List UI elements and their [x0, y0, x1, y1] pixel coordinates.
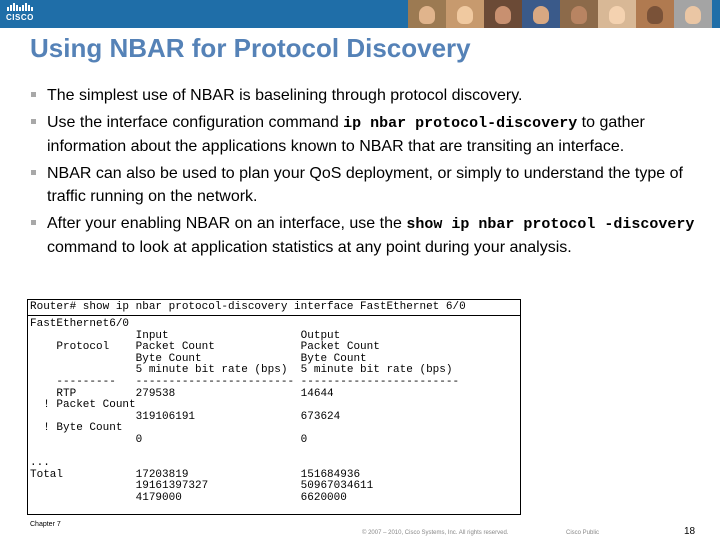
cisco-logo-text: CISCO	[6, 13, 34, 22]
footer-chapter: Chapter 7	[30, 521, 61, 528]
console-output-box	[27, 299, 521, 515]
console-output-text: FastEthernet6/0 Input Output Protocol Packet Count Packet Count Byte Count Byte Count 5 minute bit rate (bps) 5 minute bit rate (bps) --------- ------------------------ ------------------------ RTP 279538 14644 ! Packet Count 319106191 673624 ! Byte Count 0 0 ... Total 17203819 151684936 19161397327 50967034611 4179000 6620000	[30, 318, 460, 504]
footer-copyright: © 2007 – 2010, Cisco Systems, Inc. All rights reserved.	[362, 530, 509, 536]
person-photo-icon	[636, 0, 674, 28]
person-photo-icon	[598, 0, 636, 28]
footer-classification: Cisco Public	[566, 530, 600, 536]
bullet-item: NBAR can also be used to plan your QoS deployment, or simply to understand the type of traffic running on the network.	[30, 162, 700, 208]
inline-command: show ip nbar protocol -discovery	[406, 216, 695, 233]
header-photo-strip	[408, 0, 712, 28]
person-photo-icon	[446, 0, 484, 28]
slide-title: Using NBAR for Protocol Discovery	[30, 33, 471, 63]
person-photo-icon	[484, 0, 522, 28]
person-photo-icon	[674, 0, 712, 28]
cisco-logo	[6, 3, 46, 25]
console-divider	[28, 315, 520, 316]
header-bar	[0, 0, 720, 28]
person-photo-icon	[522, 0, 560, 28]
bullet-list	[30, 84, 700, 263]
cisco-logo-bars-icon	[7, 3, 46, 11]
inline-command: ip nbar protocol-discovery	[343, 115, 578, 132]
console-command-line: Router# show ip nbar protocol-discovery interface FastEthernet 6/0	[30, 301, 466, 313]
person-photo-icon	[408, 0, 446, 28]
bullet-item: The simplest use of NBAR is baselining through protocol discovery.	[30, 84, 700, 107]
bullet-item: After your enabling NBAR on an interface, use the show ip nbar protocol -discovery command to look at application statistics at any point during your analysis.	[30, 212, 700, 259]
page-number: 18	[684, 526, 696, 537]
bullet-item: Use the interface configuration command ip nbar protocol-discovery to gather information about the applications known to NBAR that are transiting an interface.	[30, 111, 700, 158]
person-photo-icon	[560, 0, 598, 28]
